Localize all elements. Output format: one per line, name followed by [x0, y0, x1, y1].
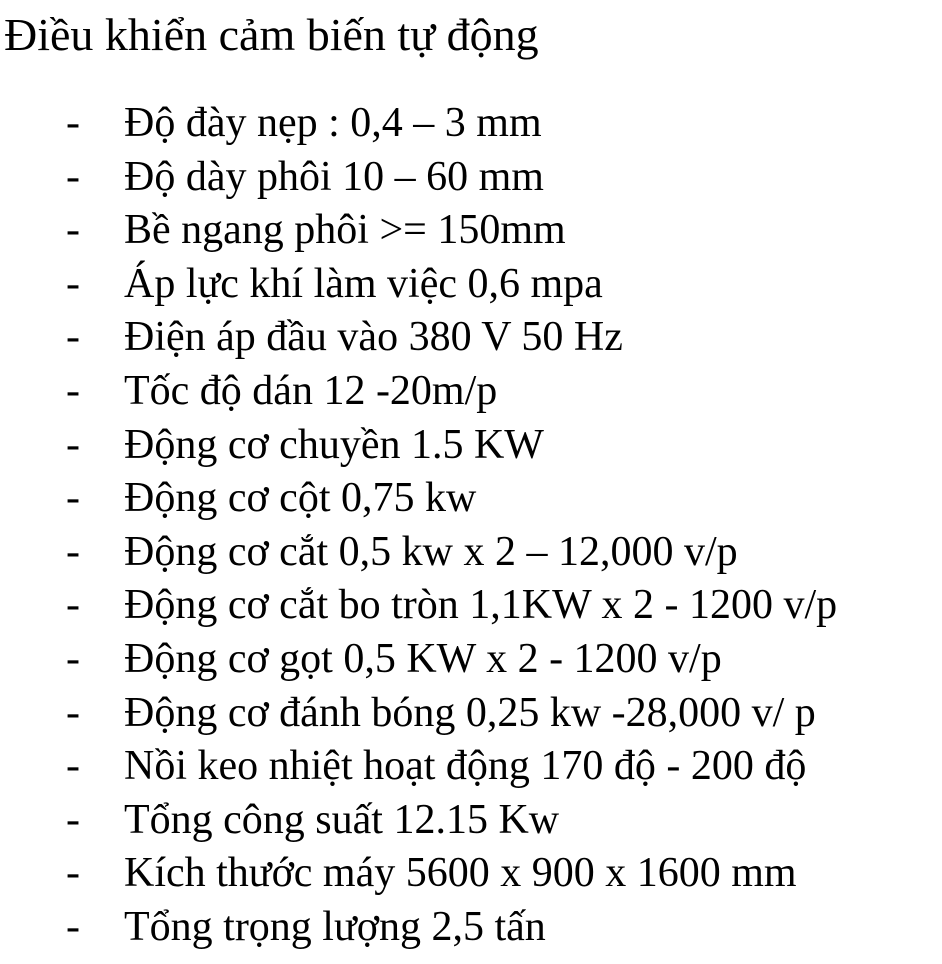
spec-text: Độ đày nẹp : 0,4 – 3 mm [124, 100, 542, 146]
bullet-dash: - [66, 314, 80, 361]
spec-text: Bề ngang phôi >= 150mm [124, 207, 566, 254]
spec-text: Điện áp đầu vào 380 V 50 Hz [124, 314, 623, 361]
bullet-dash: - [66, 421, 80, 468]
bullet-dash: - [66, 528, 80, 575]
bullet-dash: - [66, 100, 80, 146]
bullet-dash: - [66, 367, 80, 414]
bullet-dash: - [66, 903, 80, 950]
spec-text: Áp lực khí làm việc 0,6 mpa [124, 260, 603, 307]
spec-text: Động cơ gọt 0,5 KW x 2 - 1200 v/p [124, 635, 722, 682]
bullet-dash: - [66, 635, 80, 682]
spec-text: Tốc độ dán 12 -20m/p [124, 367, 498, 414]
spec-text: Kích thước máy 5600 x 900 x 1600 mm [124, 850, 797, 897]
spec-text: Động cơ chuyền 1.5 KW [124, 421, 544, 468]
bullet-dash: - [66, 207, 80, 254]
bullet-dash: - [66, 850, 80, 897]
bullet-dash: - [66, 260, 80, 307]
spec-text: Tổng trọng lượng 2,5 tấn [124, 903, 546, 950]
bullet-dash: - [66, 153, 80, 200]
bullet-dash: - [66, 475, 80, 522]
spec-text: Độ dày phôi 10 – 60 mm [124, 153, 544, 200]
spec-text: Động cơ đánh bóng 0,25 kw -28,000 v/ p [124, 689, 816, 736]
spec-text: Động cơ cắt bo tròn 1,1KW x 2 - 1200 v/p [124, 582, 838, 629]
document-title: Điều khiển cảm biến tự động [4, 9, 539, 60]
spec-text: Động cơ cột 0,75 kw [124, 475, 477, 522]
spec-text: Nồi keo nhiệt hoạt động 170 độ - 200 độ [124, 743, 807, 790]
bullet-dash: - [66, 743, 80, 790]
spec-text: Động cơ cắt 0,5 kw x 2 – 12,000 v/p [124, 528, 738, 575]
bullet-dash: - [66, 582, 80, 629]
bullet-dash: - [66, 689, 80, 736]
spec-text: Tổng công suất 12.15 Kw [124, 796, 560, 843]
bullet-dash: - [66, 796, 80, 843]
